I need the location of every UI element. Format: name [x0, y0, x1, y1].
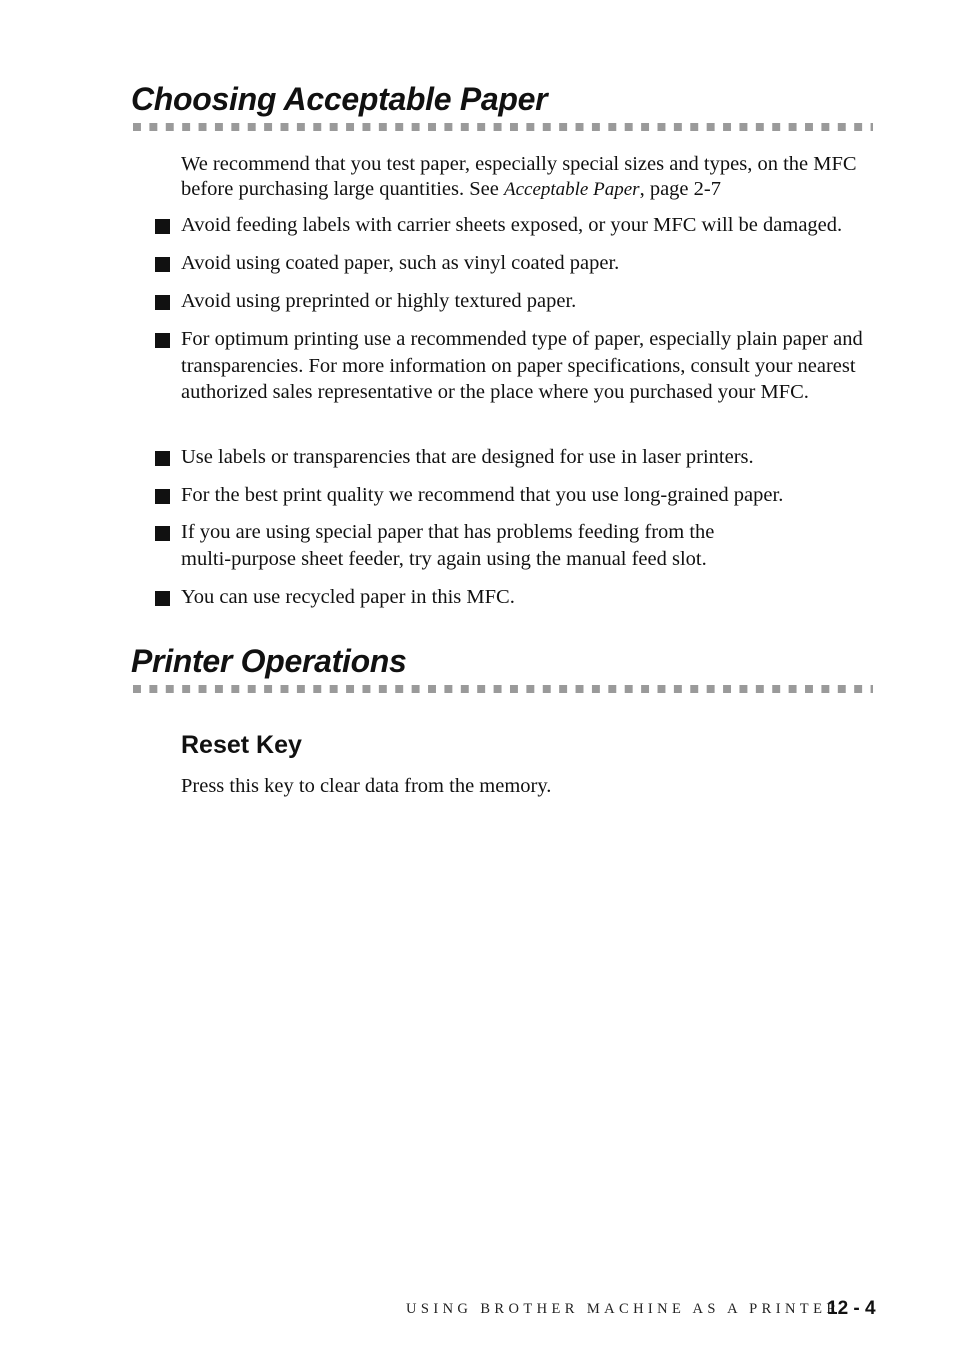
list-item-text: Avoid feeding labels with carrier sheets exposed, or your MFC will be damaged.	[181, 214, 843, 236]
bullet-square-icon	[155, 526, 170, 541]
bullet-square-icon	[155, 333, 170, 348]
list-item-text: If you are using special paper that has problems feeding from the multi-purpose sheet feeder, try again using the manual feed slot.	[181, 521, 715, 570]
list-item-text: You can use recycled paper in this MFC.	[181, 586, 515, 608]
bullet-square-icon	[155, 489, 170, 504]
bullet-square-icon	[155, 451, 170, 466]
list-item	[155, 519, 885, 572]
section-divider	[133, 685, 873, 693]
reset-key-description: Press this key to clear data from the memory.	[181, 775, 552, 797]
list-item	[155, 326, 885, 406]
intro-page-ref: , page 2-7	[639, 178, 721, 200]
section-divider	[133, 123, 873, 131]
cross-reference-link[interactable]: Acceptable Paper	[503, 179, 640, 200]
list-item	[155, 212, 885, 239]
bullet-square-icon	[155, 295, 170, 310]
list-item-text: Avoid using preprinted or highly textured paper.	[181, 290, 577, 312]
list-item-text: Avoid using coated paper, such as vinyl coated paper.	[181, 252, 620, 274]
list-item-text: Use labels or transparencies that are designed for use in laser printers.	[181, 446, 754, 468]
bullet-square-icon	[155, 591, 170, 606]
section-title-acceptable-paper: Choosing Acceptable Paper	[131, 81, 548, 117]
subsection-title-reset-key: Reset Key	[181, 731, 302, 759]
footer-running-title: USING BROTHER MACHINE AS A PRINTER	[406, 1301, 841, 1317]
list-item-text: For optimum printing use a recommended type of paper, especially plain paper and transparencies. For more information on paper specifications, consult your nearest authorized sales representative or the place where you purchased your MFC.	[181, 328, 863, 403]
list-item	[155, 482, 885, 509]
list-item	[155, 250, 885, 277]
intro-paragraph	[181, 152, 871, 202]
bullet-square-icon	[155, 219, 170, 234]
list-item-text: For the best print quality we recommend that you use long-grained paper.	[181, 484, 784, 506]
intro-text: We recommend that you test paper, especially special sizes and types, on the MFC before purchasing large quantities. See	[181, 153, 857, 200]
section-title-printer-operations: Printer Operations	[131, 643, 407, 679]
list-item	[155, 584, 885, 611]
bullet-square-icon	[155, 257, 170, 272]
footer-page-number: 12 - 4	[827, 1298, 876, 1319]
list-item	[155, 444, 885, 471]
list-item	[155, 288, 885, 315]
